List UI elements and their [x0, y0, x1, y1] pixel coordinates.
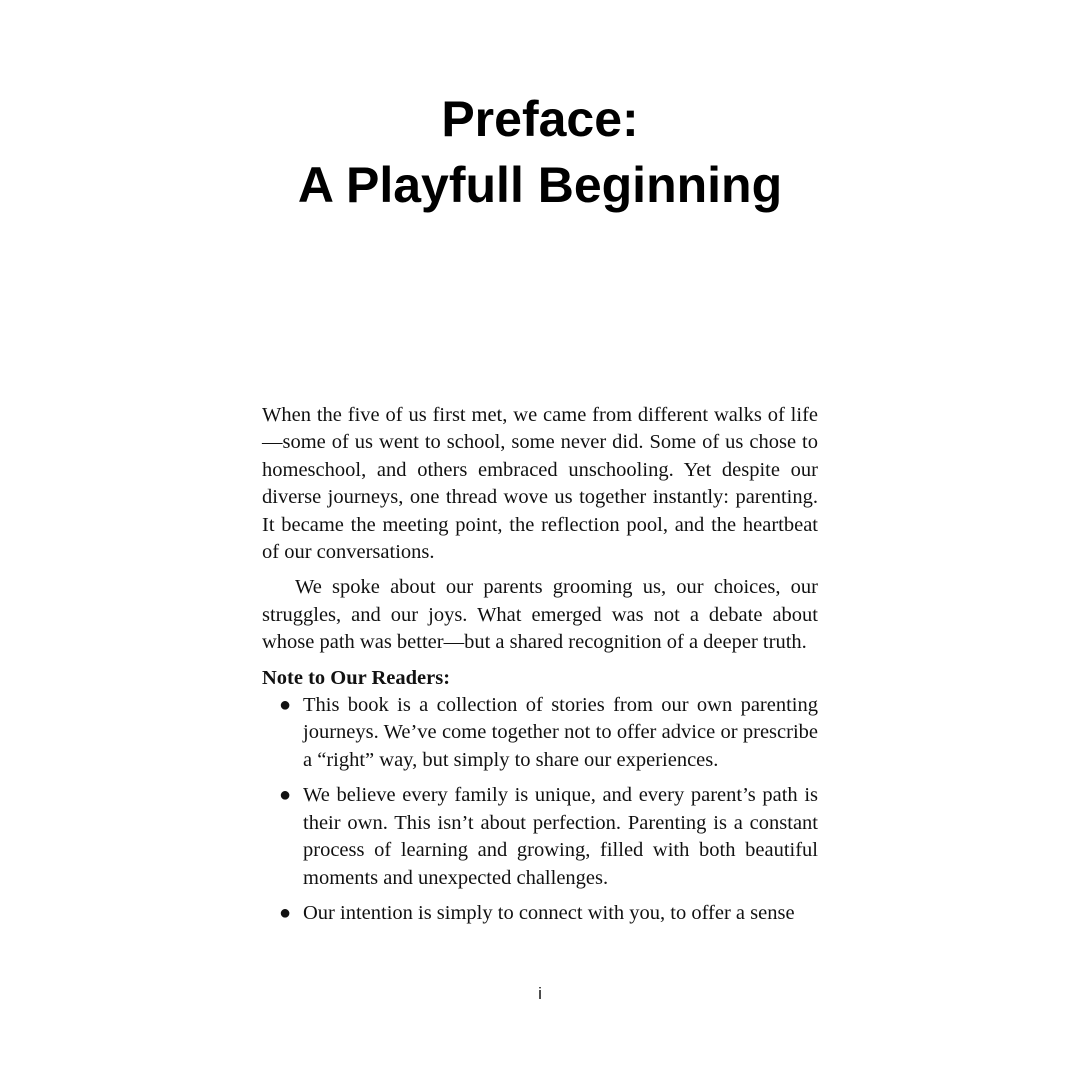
bullet-icon: ●	[279, 784, 292, 807]
note-item-text: Our intention is simply to connect with you, to offer a sense	[303, 901, 795, 924]
note-list-item	[262, 692, 818, 774]
bullet-icon: ●	[279, 901, 292, 924]
bullet-icon: ●	[279, 694, 292, 717]
title-line-2: A Playfull Beginning	[297, 157, 783, 213]
page-number: i	[538, 984, 542, 1003]
title-line-1: Preface:	[441, 91, 639, 147]
note-list-item	[262, 900, 818, 927]
note-list	[262, 692, 818, 927]
note-item-text: This book is a collection of stories from our own parenting journeys. We’ve come together not to offer advice or prescribe a “right” way, but simply to share our experiences.	[303, 694, 818, 771]
note-heading: Note to Our Readers:	[262, 666, 451, 689]
preface-body	[262, 402, 818, 935]
paragraph-2: We spoke about our parents grooming us, our choices, our struggles, and our joys. What emerged was not a debate about whose path was better—but a shared recognition of a deeper truth.	[262, 576, 818, 654]
note-list-item	[262, 782, 818, 892]
paragraph-1: When the five of us first met, we came from different walks of life—some of us went to school, some never did. Some of us chose to homeschool, and others embraced unschooling. Yet despite our diverse journeys, one thread wove us together instantly: parenting. It became the meeting point, the reflection pool, and the heartbeat of our conversations.	[262, 404, 818, 564]
preface-title	[0, 86, 1080, 218]
note-item-text: We believe every family is unique, and every parent’s path is their own. This isn’t about perfection. Parenting is a constant process of learning and growing, filled with both beautiful moments and unexpected challenges.	[303, 784, 818, 889]
